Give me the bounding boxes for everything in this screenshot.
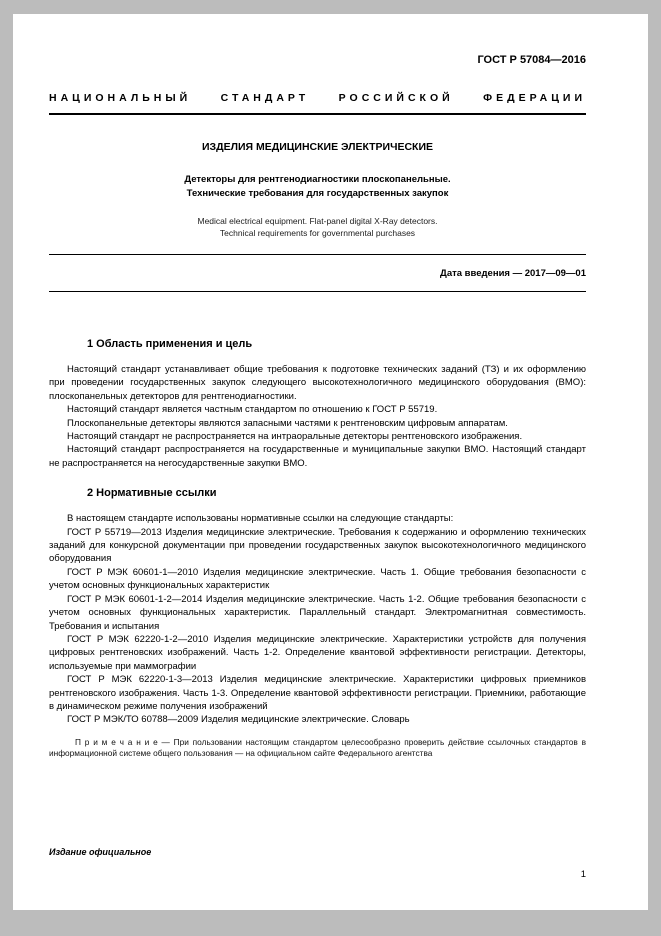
section-1-paragraph: Плоскопанельные детекторы являются запасными частями к рентгеновским цифровым аппаратам. [67,417,508,429]
subtitle-line-1: Детекторы для рентгенодиагностики плоскопанельные. [184,174,451,185]
section-2-reference: ГОСТ Р 55719—2013 Изделия медицинские электрические. Требования к содержанию и оформлению технических заданий для конкурсной документации при проведении государственных закупок высокотехнологичного медицинского оборудования [49,526,586,565]
document-title-ru: ИЗДЕЛИЯ МЕДИЦИНСКИЕ ЭЛЕКТРИЧЕСКИЕ [201,141,434,153]
document-title-en [49,215,586,239]
document-subtitle-ru [49,173,586,200]
section-2-reference: ГОСТ Р МЭК 60601-1—2010 Изделия медицинские электрические. Часть 1. Общие требования безопасности с учетом основных функциональных характеристик [49,566,586,592]
note-text: П р и м е ч а н и е — При пользовании настоящим стандартом целесообразно проверить действие ссылочных стандартов в информационной системе общего пользования — на официальном сайте Федерального агентства [49,736,586,759]
date-rule [49,291,586,292]
section-2-reference: ГОСТ Р МЭК 60601-1-2—2014 Изделия медицинские электрические. Часть 1-2. Общие требования безопасности с учетом основных функциональных характеристик. Параллельный стандарт. Электромагнитная совместимость. Требования и испытания [49,593,586,632]
header-rule [49,113,586,115]
section-2-heading: 2 Нормативные ссылки [87,487,217,500]
section-2-paragraph: В настоящем стандарте использованы нормативные ссылки на следующие стандарты: [67,513,454,525]
subtitle-line-2: Технические требования для государственных закупок [186,187,449,199]
section-1-paragraph: Настоящий стандарт является частным стандартом по отношению к ГОСТ Р 55719. [67,404,438,416]
section-2-reference: ГОСТ Р МЭК/ТО 60788—2009 Изделия медицинские электрические. Словарь [67,714,410,726]
section-1-paragraph: Настоящий стандарт не распространяется на интраоральные детекторы рентгеновского изображения. [67,431,523,443]
title-en-line-1: Medical electrical equipment. Flat-panel digital X-Ray detectors. [197,216,438,226]
title-en-line-2: Technical requirements for governmental purchases [219,228,416,238]
title-rule [49,254,586,255]
effective-date: Дата введения — 2017—09—01 [440,268,586,279]
section-2-reference: ГОСТ Р МЭК 62220-1-3—2013 Изделия медицинские электрические. Характеристики цифровых приемников рентгеновского изображения. Часть 1-3. Определение квантовой эффективности регистрации. Приемники, работающие в динамическом режиме получения изображений [49,674,586,712]
section-1-paragraph: Настоящий стандарт устанавливает общие требования к подготовке технических заданий (ТЗ) и их оформлению при проведении государственных закупок следующего высокотехнологичного медицинского оборудования (ВМО): плоскопанельных детекторов для рентгенодиагностики. [49,364,586,402]
document-page [13,14,648,910]
section-1-paragraph: Настоящий стандарт распространяется на государственные и муниципальные закупки ВМО. Настоящий стандарт не распространяется на негосударственные закупки ВМО. [49,444,586,469]
page-number: 1 [580,869,586,880]
doc-number: ГОСТ Р 57084—2016 [477,54,586,66]
official-edition-label: Издание официальное [49,847,152,857]
national-standard-banner: НАЦИОНАЛЬНЫЙ СТАНДАРТ РОССИЙСКОЙ ФЕДЕРАЦИИ [49,92,586,104]
page-footer [49,847,586,880]
section-1-heading: 1 Область применения и цель [87,338,253,350]
section-2-reference: ГОСТ Р МЭК 62220-1-2—2010 Изделия медицинские электрические. Характеристики устройств для получения цифровых рентгеновских изображений. Часть 1-2. Определение квантовой эффективности регистрации. Детекторы, используемые при маммографии [49,633,586,672]
